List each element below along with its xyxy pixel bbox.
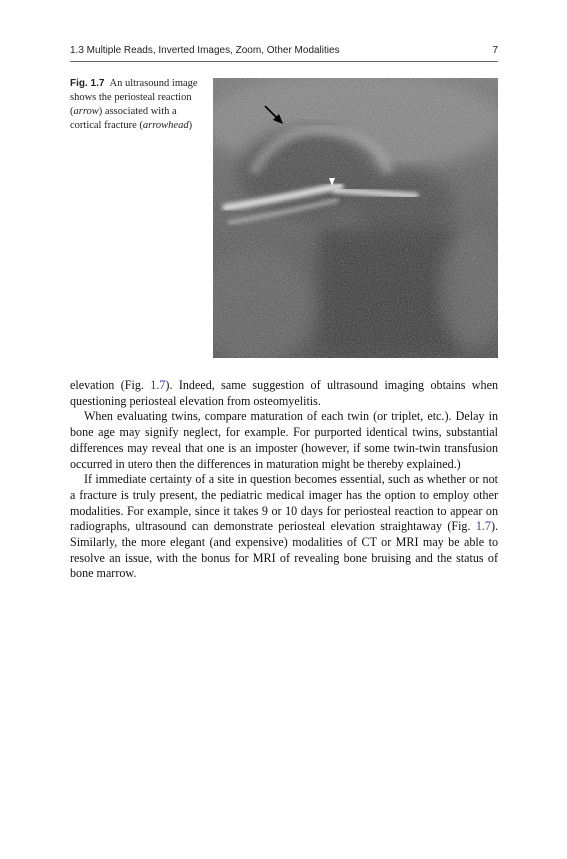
body-text	[70, 378, 498, 582]
caption-text-1: An ultrasound image shows the periosteal reaction (	[70, 78, 198, 117]
header-rule	[70, 61, 498, 62]
paragraph-2: When evaluating twins, compare maturation of each twin (or triplet, etc.). Delay in bone age may signify neglect, for example. For purported identical twins, substantial differences may reveal that one is an imposter (however, if some twin-twin transfusion occurred in utero then the differences in maturation might be thereby explained.)	[70, 409, 498, 471]
figure-caption	[70, 77, 200, 133]
figure-ref-link[interactable]: 1.7	[475, 519, 491, 534]
paragraph-3	[70, 472, 498, 582]
caption-arrow-term: arrow	[73, 106, 99, 117]
figure-label: Fig. 1.7	[70, 78, 105, 89]
caption-arrowhead-term: arrowhead	[142, 120, 189, 131]
running-head	[70, 45, 498, 56]
p1-text-b: ). Indeed, same suggestion of ultrasound imaging obtains when questioning periosteal elevation from osteomyelitis.	[70, 378, 498, 408]
section-title: 1.3 Multiple Reads, Inverted Images, Zoom, Other Modalities	[70, 45, 340, 56]
ultrasound-image	[213, 78, 498, 358]
caption-text-3: )	[188, 120, 193, 131]
p3-text-b: ). Similarly, the more elegant (and expensive) modalities of CT or MRI may be able to resolve an issue, with the bonus for MRI of revealing bone bruising and the status of bone marrow.	[70, 519, 498, 581]
ultrasound-graphic	[213, 78, 498, 358]
p3-text-a: If immediate certainty of a site in question becomes essential, such as whether or not a fracture is truly present, the pediatric medical imager has the option to employ other modalities. For example, since it takes 9 or 10 days for periosteal reaction to appear on radiographs, ultrasound can demonstrate periosteal elevation straightaway (Fig.	[70, 472, 498, 534]
p1-text-a: elevation (Fig.	[70, 378, 151, 392]
page-number: 7	[492, 45, 498, 56]
figure-ref-link[interactable]: 1.7	[150, 378, 166, 392]
paragraph-1	[70, 378, 498, 409]
caption-text-2: ) associated with a cortical fracture (	[70, 106, 177, 131]
